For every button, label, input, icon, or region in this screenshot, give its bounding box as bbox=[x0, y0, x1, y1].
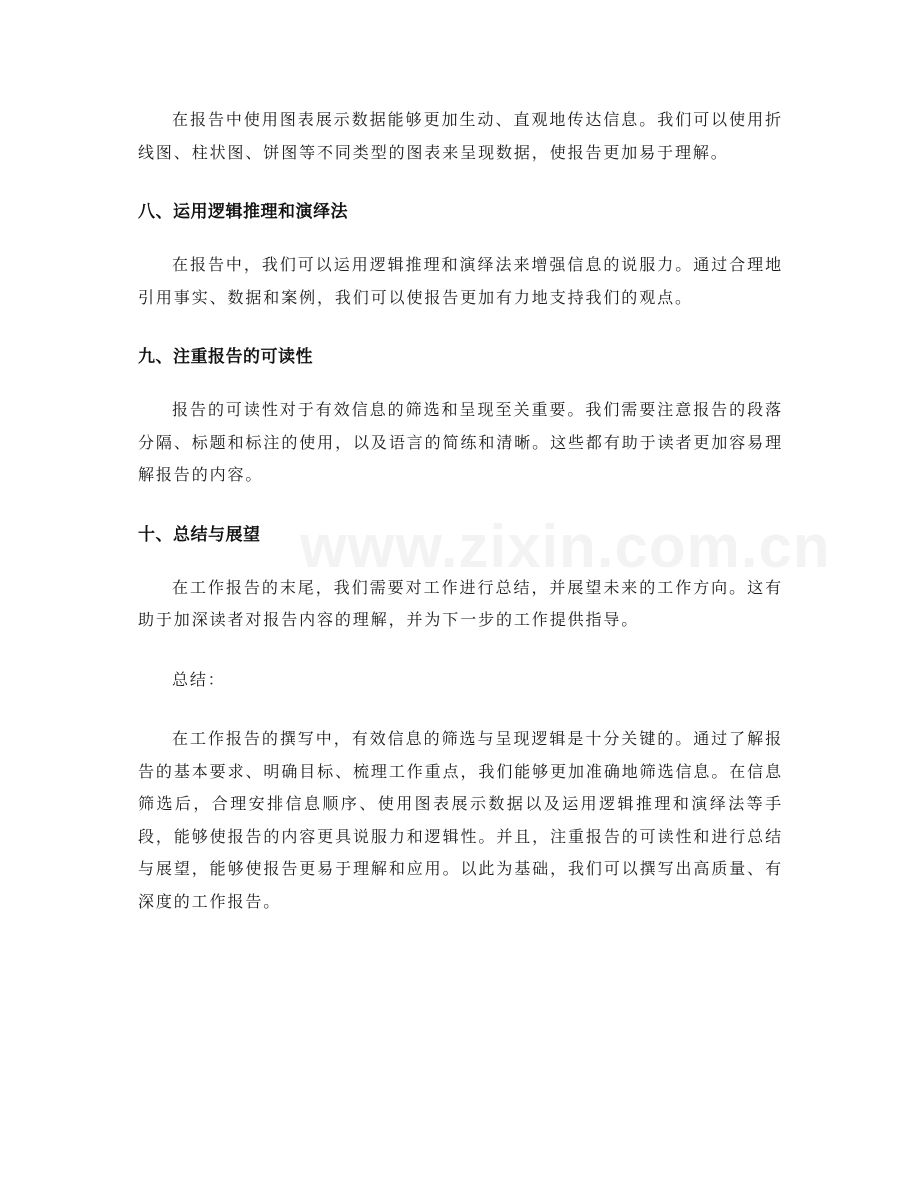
paragraph-logic: 在报告中，我们可以运用逻辑推理和演绎法来增强信息的说服力。通过合理地引用事实、数据和案例，我们可以使报告更加有力地支持我们的观点。 bbox=[138, 255, 783, 307]
watermark: www.zixin.com.cn bbox=[300, 513, 831, 580]
heading-section-10: 十、总结与展望 bbox=[138, 524, 261, 545]
paragraph-readability: 报告的可读性对于有效信息的筛选和呈现至关重要。我们需要注意报告的段落分隔、标题和标注的使用，以及语言的简练和清晰。这些都有助于读者更加容易理解报告的内容。 bbox=[138, 400, 783, 484]
document-body bbox=[138, 104, 783, 918]
paragraph-outlook: 在工作报告的末尾，我们需要对工作进行总结，并展望未来的工作方向。这有助于加深读者对报告内容的理解，并为下一步的工作提供指导。 bbox=[138, 577, 783, 629]
paragraph-charts: 在报告中使用图表展示数据能够更加生动、直观地传达信息。我们可以使用折线图、柱状图、饼图等不同类型的图表来呈现数据，使报告更加易于理解。 bbox=[138, 110, 783, 162]
summary-label: 总结： bbox=[172, 669, 226, 689]
paragraph-summary: 在工作报告的撰写中，有效信息的筛选与呈现逻辑是十分关键的。通过了解报告的基本要求、明确目标、梳理工作重点，我们能够更加准确地筛选信息。在信息筛选后，合理安排信息顺序、使用图表展示数据以及运用逻辑推理和演绎法等手段，能够使报告的内容更具说服力和逻辑性。并且，注重报告的可读性和进行总结与展望，能够使报告更易于理解和应用。以此为基础，我们可以撰写出高质量、有深度的工作报告。 bbox=[138, 729, 783, 911]
heading-section-9: 九、注重报告的可读性 bbox=[138, 347, 313, 367]
heading-section-8: 八、运用逻辑推理和演绎法 bbox=[138, 202, 348, 222]
